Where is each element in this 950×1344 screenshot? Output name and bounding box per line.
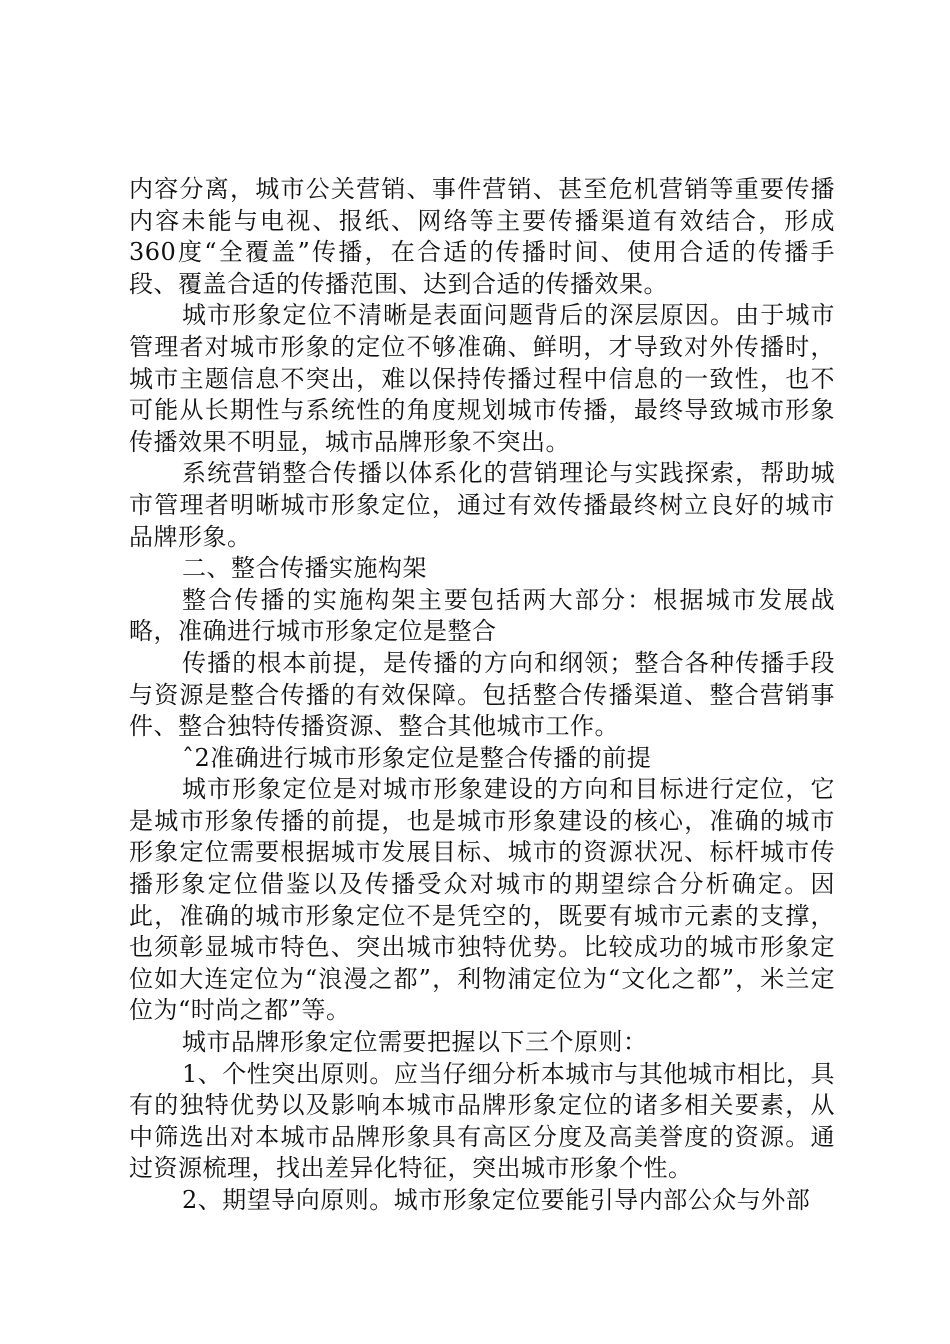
paragraph-2: 城市形象定位不清晰是表面问题背后的深层原因。由于城市管理者对城市形象的定位不够准确、鲜明，才导致对外传播时，城市主题信息不突出，难以保持传播过程中信息的一致性，也不可能从长期性与系统性的角度规划城市传播，最终导致城市形象传播效果不明显，城市品牌形象不突出。 <box>129 301 835 456</box>
section-heading: 二、整合传播实施构架 <box>182 554 427 583</box>
paragraph-3: 系统营销整合传播以体系化的营销理论与实践探索，帮助城市管理者明晰城市形象定位，通过有效传播最终树立良好的城市品牌形象。 <box>129 459 835 551</box>
principle-1: 1、个性突出原则。应当仔细分析本城市与其他城市相比，具有的独特优势以及影响本城市品牌形象定位的诸多相关要素，从中筛选出对本城市品牌形象具有高区分度及高美誉度的资源。通过资源梳理，找出差异化特征，突出城市形象个性。 <box>129 1059 835 1183</box>
paragraph-6: 传播的根本前提，是传播的方向和纲领；整合各种传播手段与资源是整合传播的有效保障。包括整合传播渠道、整合营销事件、整合独特传播资源、整合其他城市工作。 <box>129 648 835 741</box>
paragraph-9: 城市品牌形象定位需要把握以下三个原则： <box>182 1028 648 1057</box>
paragraph-5: 整合传播的实施构架主要包括两大部分：根据城市发展战略，准确进行城市形象定位是整合 <box>129 585 835 646</box>
principle-2: 2、期望导向原则。城市形象定位要能引导内部公众与外部 <box>182 1186 811 1214</box>
paragraph-1: 内容分离，城市公关营销、事件营销、甚至危机营销等重要传播内容未能与电视、报纸、网络等主要传播渠道有效结合，形成360度“全覆盖”传播，在合适的传播时间、使用合适的传播手段、覆盖合适的传播范围、达到合适的传播效果。 <box>129 175 835 298</box>
paragraph-8: 城市形象定位是对城市形象建设的方向和目标进行定位，它是城市形象传播的前提，也是城市形象建设的核心，准确的城市形象定位需要根据城市发展目标、城市的资源状况、标杆城市传播形象定位借鉴以及传播受众对城市的期望综合分析确定。因此，准确的城市形象定位不是凭空的，既要有城市元素的支撑，也须彰显城市特色、突出城市独特优势。比较成功的城市形象定位如大连定位为“浪漫之都”，利物浦定位为“文化之都”，米兰定位为“时尚之都”等。 <box>129 775 835 1025</box>
document-body <box>129 174 835 1217</box>
subsection-heading: ˆ2准确进行城市形象定位是整合传播的前提 <box>182 743 652 772</box>
